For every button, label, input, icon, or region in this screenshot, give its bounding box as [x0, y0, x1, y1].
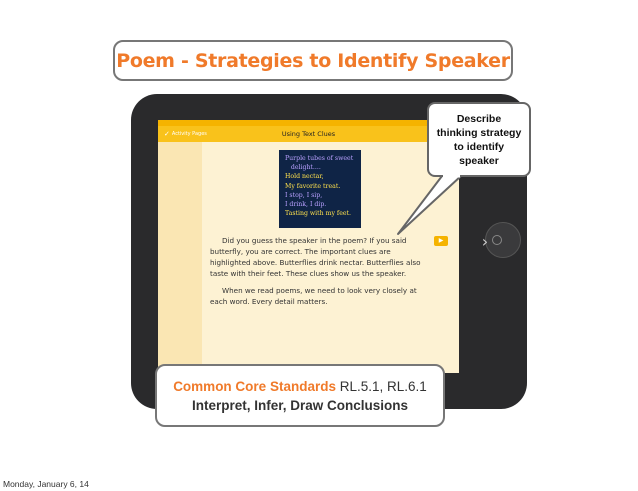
poem-line: Tasting with my feet. — [285, 210, 351, 218]
standards-skills: Interpret, Infer, Draw Conclusions — [191, 397, 409, 413]
slide-title: Poem - Strategies to Identify Speaker — [116, 49, 510, 72]
standards-codes: RL.5.1, RL.6.1 — [339, 378, 427, 394]
poem-line: Purple tubes of sweet — [285, 155, 354, 162]
standards-label: Common Core Standards — [173, 378, 336, 394]
nav-bar — [158, 126, 459, 142]
standards-line — [173, 379, 427, 394]
page-margin — [158, 142, 202, 373]
back-button[interactable]: Activity Pages — [171, 131, 207, 137]
slide-date: Monday, January 6, 14 — [3, 479, 89, 489]
callout-bubble — [427, 102, 531, 177]
back-chevron-icon[interactable]: ✓ — [164, 130, 170, 138]
body-paragraph-1: Did you guess the speaker in the poem? If you said butterfly, you are correct. The important clues are highlighted above. Butterflies drink nectar. Butterflies also taste with their feet. These clues show us the speaker. — [210, 236, 421, 278]
poem-line: My favorite treat. — [285, 182, 341, 190]
audio-play-button[interactable]: ▶ — [434, 236, 448, 246]
callout-text: Describe thinking strategy to identify speaker — [436, 112, 522, 167]
tablet-screen — [158, 120, 459, 373]
poem-line: delight.... — [285, 164, 321, 172]
slide-title-box — [113, 40, 513, 81]
body-paragraph-2: When we read poems, we need to look very closely at each word. Every detail matters. — [210, 286, 417, 306]
poem-line: I drink, I dip. — [285, 201, 327, 209]
poem-line: Hold nectar, — [285, 173, 324, 181]
next-page-chevron-icon[interactable]: › — [481, 232, 489, 251]
standards-box — [155, 364, 445, 427]
nav-title: Using Text Clues — [281, 130, 336, 138]
body-text — [210, 235, 430, 313]
poem-box — [279, 150, 361, 228]
poem-line: I stop, I sip, — [285, 191, 323, 199]
